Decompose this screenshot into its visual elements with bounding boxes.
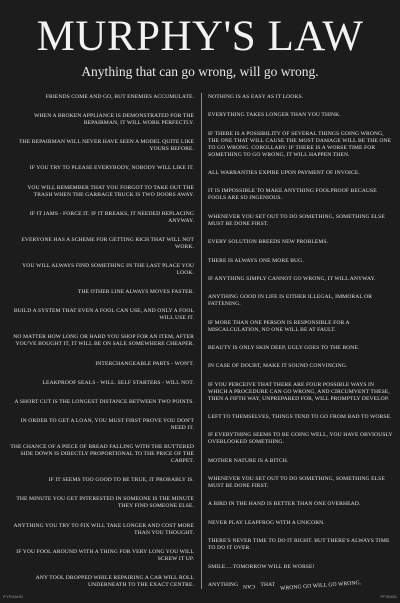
law-item: IF EVERYTHING SEEMS TO BE GOING WELL, YOU HAVE OBVIOUSLY OVERLOOKED SOMETHING. — [208, 432, 393, 446]
column-divider — [201, 93, 202, 589]
law-item: EVERYTHING TAKES LONGER THAN YOU THINK. — [208, 112, 341, 119]
law-item: THE OTHER LINE ALWAYS MOVES FASTER. — [77, 289, 194, 296]
law-item: ALL WARRANTIES EXPIRE UPON PAYMENT OF INVOICE. — [208, 170, 360, 177]
law-item: THE CHANCE OF A PIECE OF BREAD FALLING WITH THE BUTTERED SIDE DOWN IS DIRECTLY PROPORTIONAL TO THE PRICE OF THE CARPET. — [10, 444, 194, 465]
law-item: LEAKPROOF SEALS - WILL. SELF STARTERS - WILL NOT. — [42, 379, 194, 386]
law-item: IF IT SEEMS TOO GOOD TO BE TRUE, IT PROBABLY IS. — [48, 477, 194, 484]
law-item: A BIRD IN THE HAND IS BETTER THAN ONE OVERHEAD. — [208, 501, 361, 508]
law-item: ANYTHING GOOD IN LIFE IS EITHER ILLEGAL, IMMORAL OR FATTENING. — [208, 294, 373, 308]
law-item: WHENEVER YOU SET OUT TO DO SOMETHING, SOMETHING ELSE MUST BE DONE FIRST. — [208, 213, 385, 227]
product-code: PP30451 — [380, 594, 397, 599]
law-item: EVERYONE HAS A SCHEME FOR GETTING RICH THAT WILL NOT WORK. — [21, 236, 194, 250]
law-item: A SHORT CUT IS THE LONGEST DISTANCE BETWEEN TWO POINTS. — [14, 398, 194, 405]
law-item: LEFT TO THEMSELVES, THINGS TEND TO GO FROM BAD TO WORSE. — [208, 414, 392, 421]
law-item: FRIENDS COME AND GO, BUT ENEMIES ACCUMULATE. — [45, 94, 194, 100]
law-item: IF MORE THAN ONE PERSON IS RESPONSIBLE FOR A MISCALCULATION, NO ONE WILL BE AT FAULT. — [208, 319, 350, 333]
last-law-part-4: WRONG GO WILL GO WRONG. — [280, 580, 362, 592]
law-item: IN ORDER TO GET A LOAN, YOU MUST FIRST PROVE YOU DON'T NEED IT. — [20, 417, 194, 431]
law-item: YOU WILL REMEMBER THAT YOU FORGOT TO TAKE OUT THE TRASH WHEN THE GARBAGE TRUCK IS TWO DOORS AWAY. — [27, 184, 194, 198]
law-item: IT IS IMPOSSIBLE TO MAKE ANYTHING FOOLPROOF BECAUSE FOOLS ARE SO INGENIOUS. — [208, 188, 377, 202]
law-item: IF THERE IS A POSSIBILITY OF SEVERAL THINGS GOING WRONG, THE ONE THAT WILL CAUSE THE MOST DAMAGE WILL BE THE ONE TO GO WRONG. COROLLARY: IF THERE IS A WORSE TIME FOR SOMETHING TO GO WRONG, IT WILL HAPPEN THEN. — [208, 130, 392, 158]
poster-title: MURPHY'S LAW — [36, 13, 364, 60]
law-item: THE MINUTE YOU GET INTERESTED IN SOMEONE IS THE MINUTE THEY FIND SOMEONE ELSE. — [16, 496, 194, 510]
law-item: NEVER PLAY LEAPFROG WITH A UNICORN. — [208, 519, 325, 526]
law-item: THERE IS ALWAYS ONE MORE BUG. — [208, 257, 304, 264]
left-laws-column — [8, 94, 194, 589]
law-item: IF ANYTHING SIMPLY CANNOT GO WRONG, IT WILL ANYWAY. — [208, 275, 376, 282]
last-law-part-2: CAN — [243, 582, 256, 589]
poster-subtitle: Anything that can go wrong, will go wrong. — [81, 64, 319, 79]
last-law-part-1: ANYTHING — [208, 581, 239, 588]
law-item-last — [208, 580, 394, 592]
law-item: BUILD A SYSTEM THAT EVEN A FOOL CAN USE, AND ONLY A FOOL WILL USE IT. — [13, 308, 194, 322]
law-item: ANYTHING YOU TRY TO FIX WILL TAKE LONGER AND COST MORE THAN YOU THOUGHT. — [13, 522, 194, 536]
law-item: WHENEVER YOU SET OUT TO DO SOMETHING, SOMETHING ELSE MUST BE DONE FIRST. — [208, 476, 385, 490]
law-item: NOTHING IS AS EASY AS IT LOOKS. — [208, 94, 304, 100]
last-law-part-3: THAT — [260, 581, 276, 588]
law-item: WHEN A BROKEN APPLIANCE IS DEMONSTRATED FOR THE REPAIRMAN, IT WILL WORK PERFECTLY. — [34, 113, 194, 127]
law-item: BEAUTY IS ONLY SKIN DEEP, UGLY GOES TO THE BONE. — [208, 344, 360, 351]
law-item: NO MATTER HOW LONG OR HARD YOU SHOP FOR AN ITEM, AFTER YOU'VE BOUGHT IT, IT WILL BE ON SALE SOMEWHERE CHEAPER. — [13, 334, 194, 348]
law-item: THE REPAIRMAN WILL NEVER HAVE SEEN A MODEL QUITE LIKE YOURS BEFORE. — [19, 139, 194, 153]
right-laws-column — [208, 94, 394, 592]
law-item: ANY TOOL DROPPED WHILE REPAIRING A CAR WILL ROLL UNDERNEATH TO THE EXACT CENTRE. — [35, 574, 194, 588]
publisher-logo: PYRAMID — [3, 594, 24, 599]
law-item: MOTHER NATURE IS A BITCH. — [208, 457, 289, 464]
law-item: IN CASE OF DOUBT, MAKE IT SOUND CONVINCING. — [208, 363, 348, 370]
law-item: INTERCHANGEABLE PARTS - WON'T. — [95, 360, 194, 367]
law-item: IF IT JAMS - FORCE IT. IF IT BREAKS, IT NEEDED REPLACING ANYWAY. — [29, 210, 194, 224]
law-item: SMILE.....TOMORROW WILL BE WORSE! — [208, 563, 315, 570]
law-item: IF YOU FOOL AROUND WITH A THING FOR VERY LONG YOU WILL SCREW IT UP. — [16, 548, 194, 562]
law-item: EVERY SOLUTION BREEDS NEW PROBLEMS. — [208, 239, 329, 246]
law-item: IF YOU TRY TO PLEASE EVERYBODY, NOBODY WILL LIKE IT. — [29, 165, 194, 172]
law-item: IF YOU PERCEIVE THAT THERE ARE FOUR POSSIBLE WAYS IN WHICH A PROCEDURE CAN GO WRONG, AND CIRCUMVENT THESE, THEN A FIFTH WAY, UNPREPARED FOR, WILL PROMPTLY DEVELOP. — [208, 381, 390, 402]
law-item: YOU WILL ALWAYS FIND SOMETHING IN THE LAST PLACE YOU LOOK. — [22, 262, 194, 276]
law-item: THERE'S NEVER TIME TO DO IT RIGHT. BUT THERE'S ALWAYS TIME TO DO IT OVER. — [208, 538, 390, 552]
